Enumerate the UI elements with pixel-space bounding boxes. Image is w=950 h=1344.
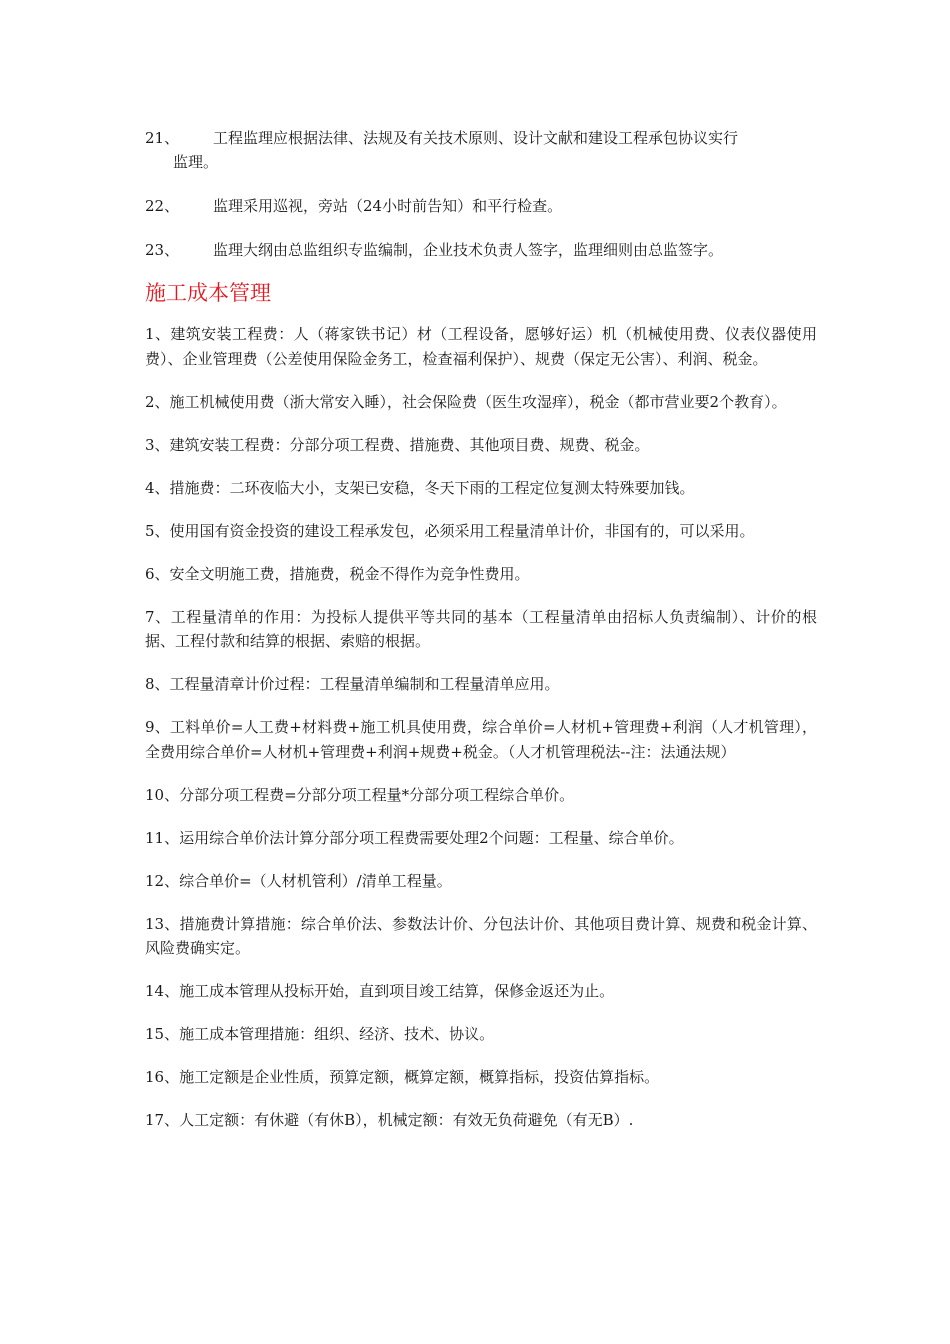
list-item: 2、施工机械使用费（浙大常安入睡），社会保险费（医生攻湿痒），税金（都市营业要2个教育）。 [145, 392, 787, 411]
list-item: 6、安全文明施工费，措施费，税金不得作为竞争性费用。 [145, 564, 530, 583]
list-item: 7、工程量清单的作用：为投标人提供平等共同的基本（工程量清单由招标人负责编制）、计价的根据、工程付款和结算的根据、索赔的根据。 [145, 607, 817, 650]
list-item: 5、使用国有资金投资的建设工程承发包，必须采用工程量清单计价，非国有的，可以采用。 [145, 521, 755, 540]
item-text-continued: 监理。 [173, 153, 219, 171]
item-number: 21、 [145, 129, 180, 147]
list-item [145, 238, 825, 262]
list-item [145, 126, 825, 174]
list-item [145, 194, 825, 218]
list-item: 4、措施费：二环夜临大小，支架已安稳，冬天下雨的工程定位复测太特殊要加钱。 [145, 478, 695, 497]
cost-management-list [145, 322, 817, 1151]
section-title: 施工成本管理 [145, 281, 271, 305]
list-item: 13、措施费计算措施：综合单价法、参数法计价、分包法计价、其他项目费计算、规费和税金计算、风险费确实定。 [145, 914, 817, 957]
item-text: 工程监理应根据法律、法规及有关技术原则、设计文献和建设工程承包协议实行 [213, 129, 739, 147]
list-item: 10、分部分项工程费=分部分项工程量*分部分项工程综合单价。 [145, 785, 575, 804]
list-item: 8、工程量清章计价过程：工程量清单编制和工程量清单应用。 [145, 675, 560, 693]
item-text: 监理采用巡视，旁站（24小时前告知）和平行检查。 [213, 197, 563, 215]
list-item: 1、建筑安装工程费：人（蒋家铁书记）材（工程设备，愿够好运）机（机械使用费、仪表仪器使用费）、企业管理费（公差使用保险金务工，检查福利保护）、规费（保定无公害）、利润、税金。 [145, 325, 817, 368]
list-item: 15、施工成本管理措施：组织、经济、技术、协议。 [145, 1025, 495, 1043]
list-item: 9、工料单价=人工费+材料费+施工机具使用费，综合单价=人材机+管理费+利润（人才机管理），全费用综合单价=人材机+管理费+利润+规费+税金。（人才机管理税法--注：法通法规） [145, 718, 817, 761]
item-number: 22、 [145, 197, 180, 215]
list-item: 16、施工定额是企业性质，预算定额，概算定额，概算指标，投资估算指标。 [145, 1068, 660, 1086]
list-item: 12、综合单价=（人材机管利）/清单工程量。 [145, 871, 452, 890]
item-number: 23、 [145, 241, 180, 259]
supervision-list [145, 126, 825, 282]
list-item: 11、运用综合单价法计算分部分项工程费需要处理2个问题：工程量、综合单价。 [145, 828, 684, 847]
list-item: 14、施工成本管理从投标开始，直到项目竣工结算，保修金返还为止。 [145, 982, 615, 1000]
item-text: 监理大纲由总监组织专监编制，企业技术负责人签字，监理细则由总监签字。 [213, 241, 724, 259]
list-item: 17、人工定额：有休避（有休B），机械定额：有效无负荷避免（有无B）. [145, 1111, 634, 1129]
list-item: 3、建筑安装工程费：分部分项工程费、措施费、其他项目费、规费、税金。 [145, 435, 650, 454]
